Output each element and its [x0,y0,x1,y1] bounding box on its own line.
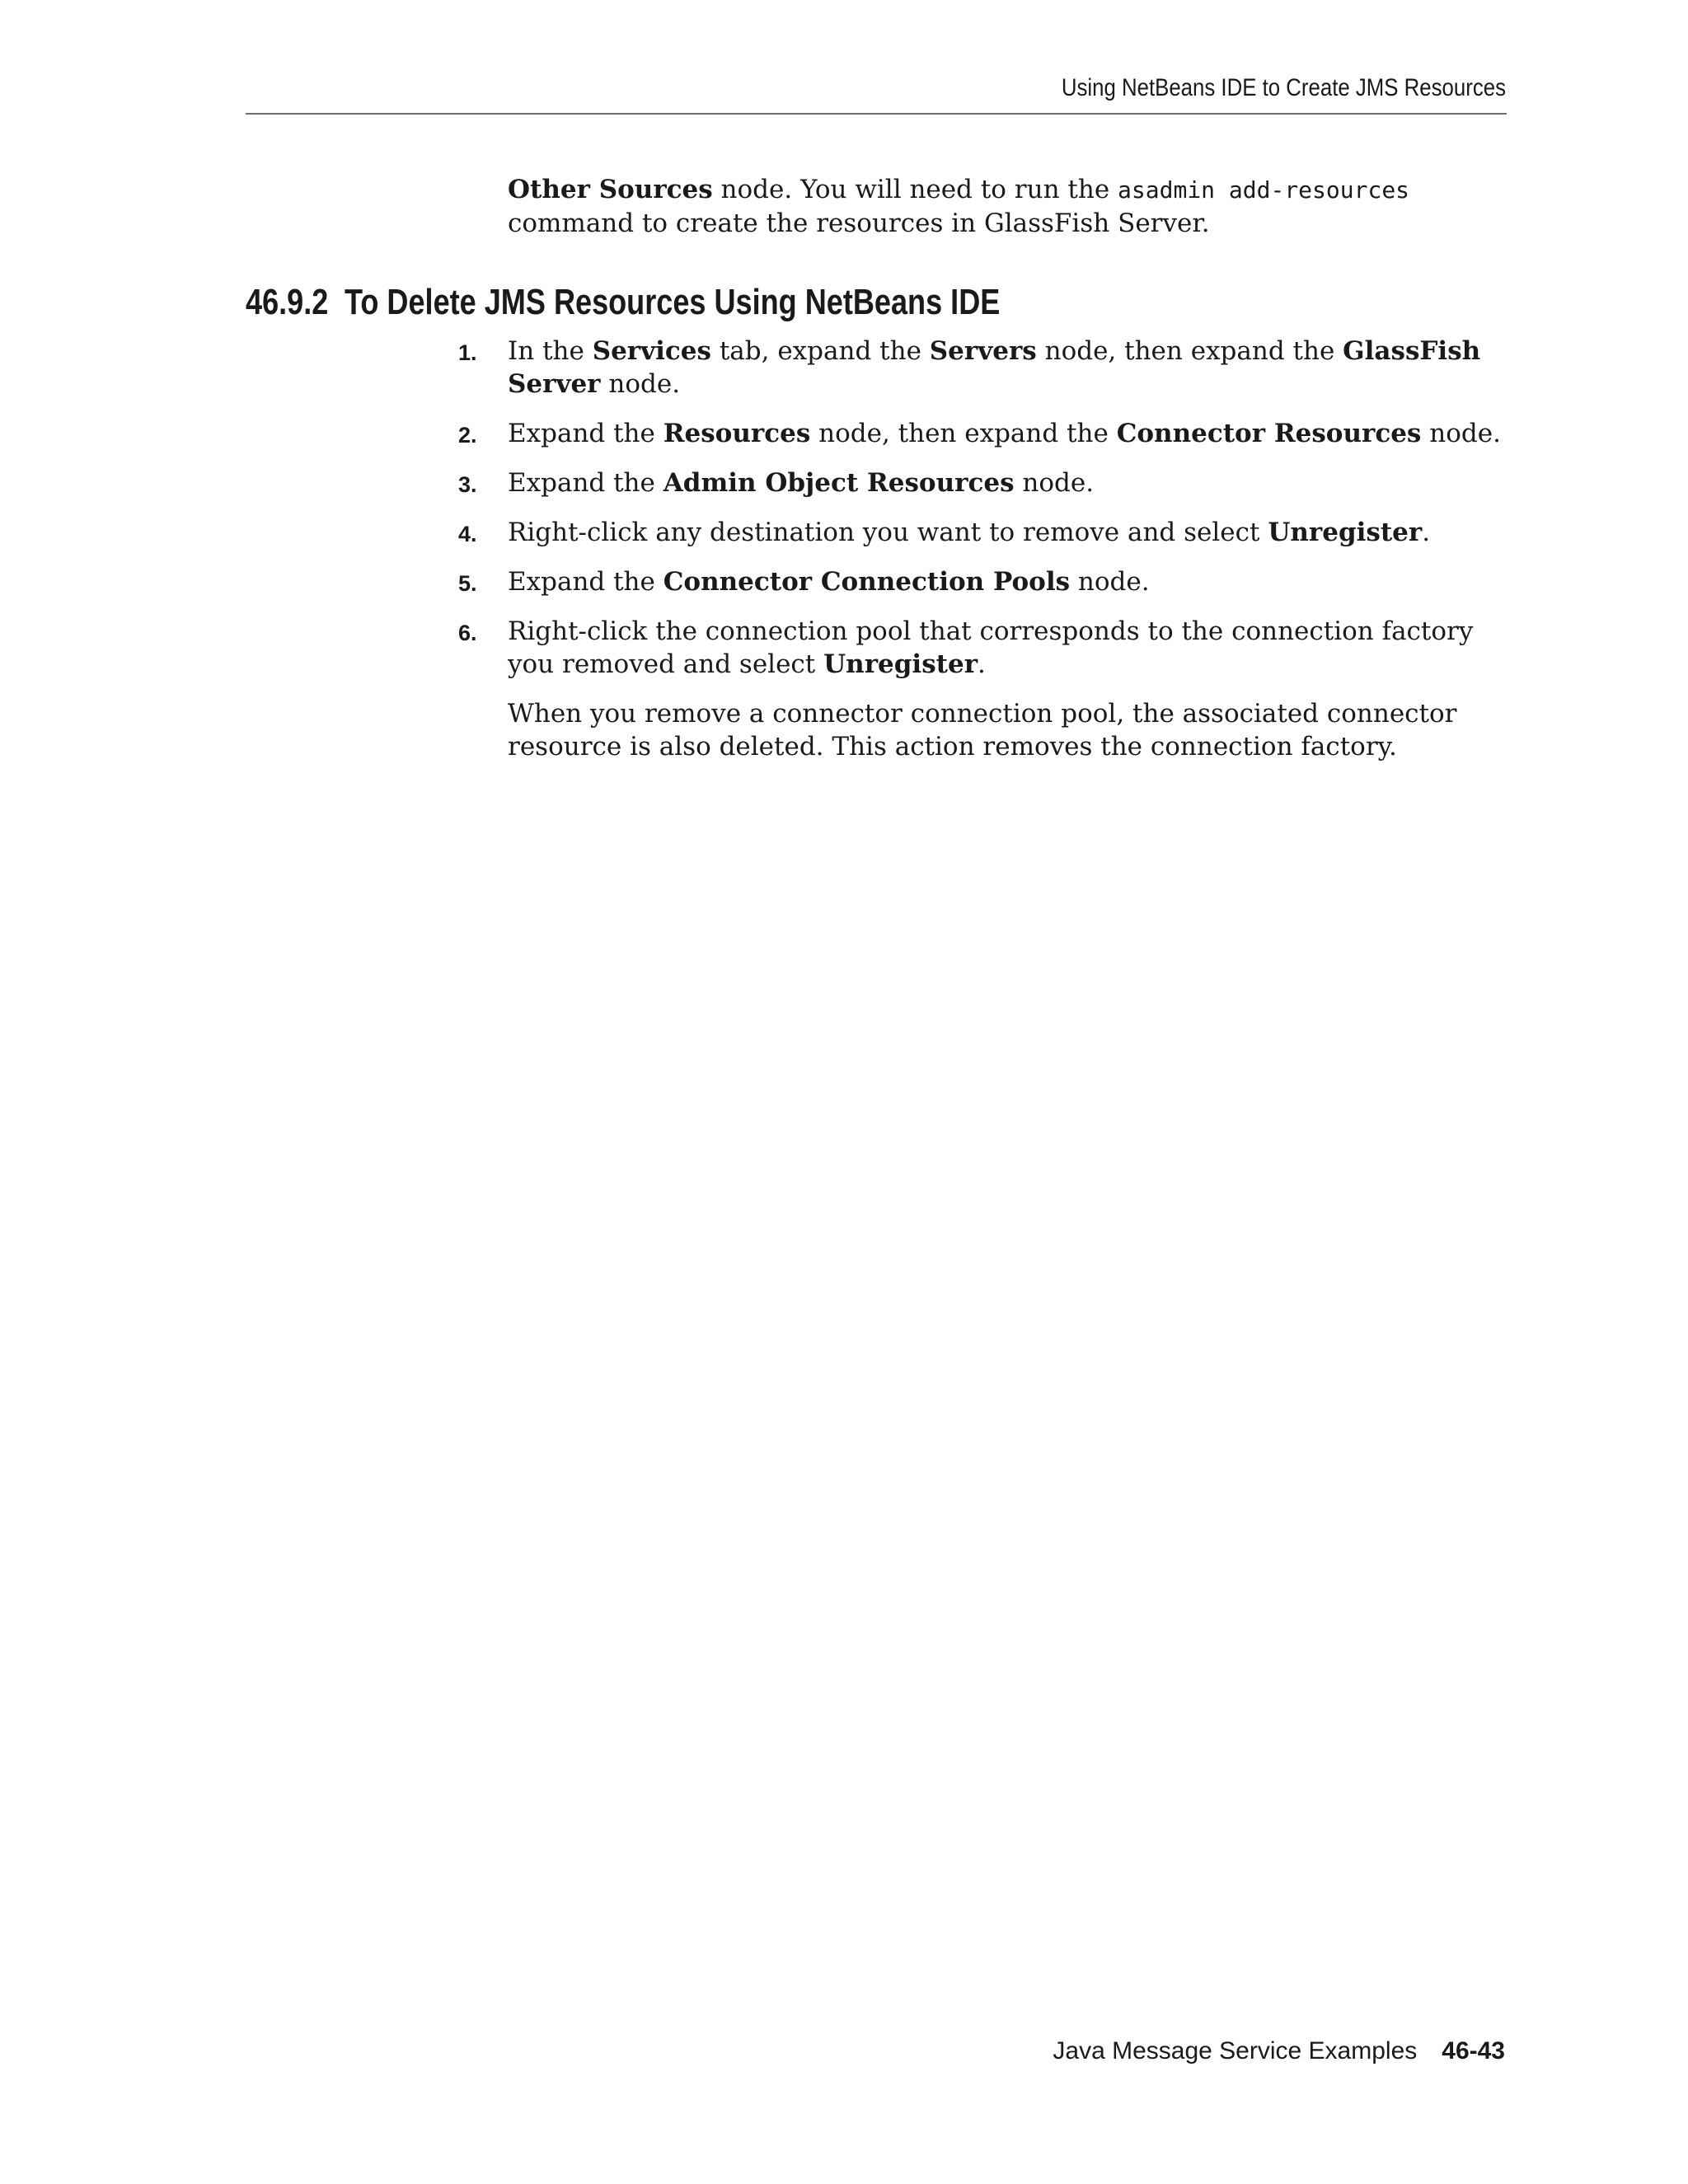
step-text-part: Expand the [508,468,663,498]
step-bold-term: Resources [663,419,811,448]
step-number: 5. [458,571,477,596]
section-title: To Delete JMS Resources Using NetBeans IDE [345,282,1001,322]
step-item [458,615,1509,763]
step-text-part: In the [508,336,593,366]
step-bold-term: Unregister [1268,518,1423,547]
step-number: 6. [458,621,477,645]
header-rule [246,113,1507,115]
step-item [458,516,1509,549]
step-bold-term: Services [592,336,711,366]
intro-bold-term: Other Sources [508,175,713,204]
step-item [458,335,1509,401]
page-footer [0,2037,1505,2065]
footer-book-title: Java Message Service Examples [1053,2037,1418,2064]
step-item [458,565,1509,598]
step-number: 1. [458,340,477,365]
step-bold-term: Servers [929,336,1037,366]
intro-text-1: node. You will need to run the [712,175,1118,204]
page-number: 46-43 [1442,2037,1505,2064]
step-number: 4. [458,522,477,546]
steps-list [458,335,1509,780]
step-text [508,466,1509,499]
step-text-part: Right-click any destination you want to remove and select [508,518,1268,547]
step-text-part: . [978,649,986,679]
step-text-part: Right-click the connection pool that corresponds to the connection factory you removed and select [508,616,1474,679]
step-text-part: Expand the [508,419,663,448]
step-note: When you remove a connector connection pool, the associated connector resource is also deleted. This action removes the connection factory. [508,699,1457,762]
intro-paragraph [508,173,1509,240]
running-header: Using NetBeans IDE to Create JMS Resources [1061,74,1506,101]
step-text-part: node. [1070,567,1150,597]
step-text [508,615,1509,681]
step-text [508,516,1509,549]
step-bold-term: Connector Connection Pools [663,567,1071,597]
step-number: 2. [458,423,477,448]
step-text-part: node. [600,369,681,399]
step-number: 3. [458,472,477,497]
intro-command: asadmin add-resources [1118,176,1410,204]
step-text-part: node, then expand the [810,419,1117,448]
step-text-part: node, then expand the [1036,336,1343,366]
step-text-part: . [1422,518,1431,547]
step-text-part: Expand the [508,567,663,597]
section-heading [246,280,1000,325]
step-bold-term: Unregister [823,649,978,679]
step-bold-term: GlassFish Server [508,336,1481,399]
step-bold-term: Admin Object Resources [663,468,1015,498]
intro-text-2: command to create the resources in GlassFish Server. [508,209,1210,238]
section-number: 46.9.2 [246,282,329,322]
step-text-part: node. [1014,468,1095,498]
step-text-part: tab, expand the [710,336,930,366]
step-bold-term: Connector Resources [1116,419,1422,448]
step-text-part: node. [1421,419,1501,448]
step-item [458,466,1509,499]
step-item [458,417,1509,450]
step-text [508,565,1509,598]
step-text [508,417,1509,450]
step-text [508,335,1509,401]
